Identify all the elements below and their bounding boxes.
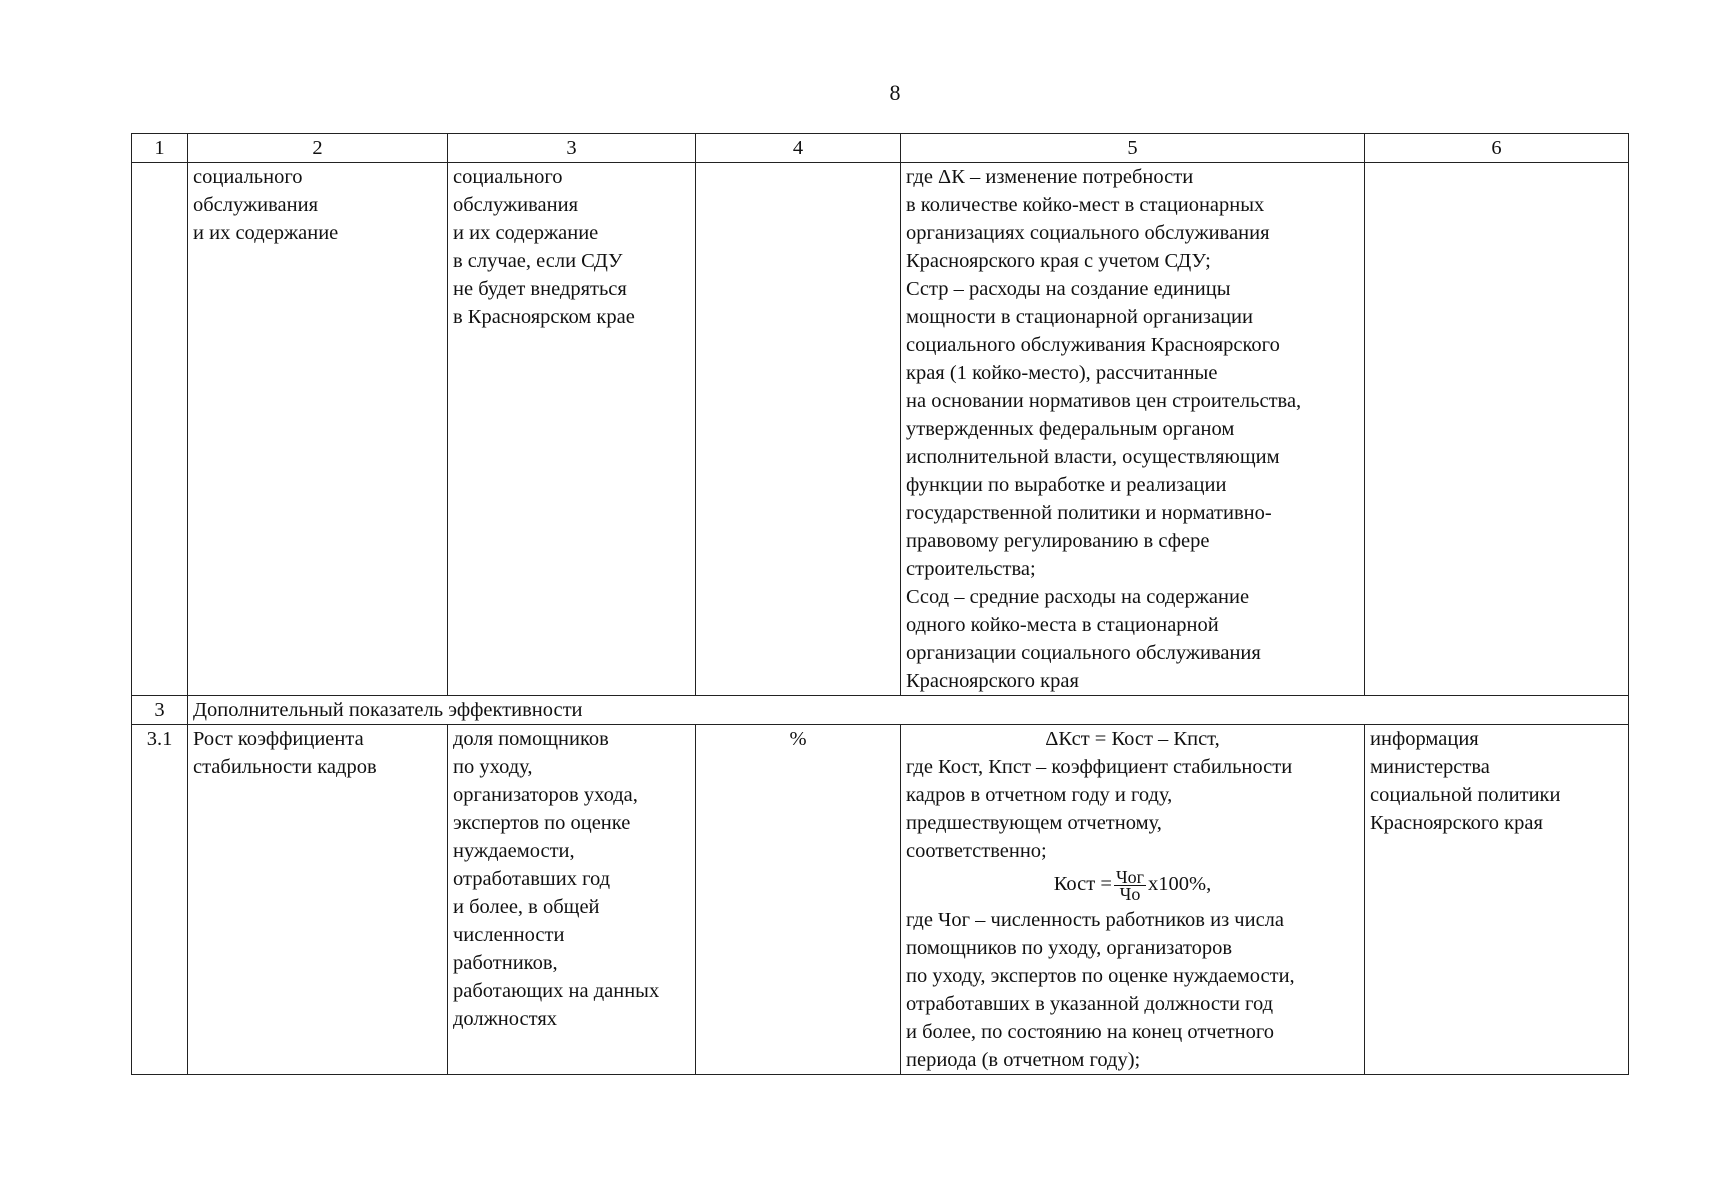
section-number: 3 [132,696,188,725]
row3-unit: % [696,725,901,1075]
row3-definition: доля помощников по уходу, организаторов ухода, экспертов по оценке нуждаемости, отработавших год и более, в общей численности работников, работающих на данных должностях [448,725,696,1075]
table-row [132,163,1629,696]
formula2-left: Кост = [1053,873,1112,896]
formula2-explanation: где Чог – численность работников из числа помощников по уходу, организаторов по уходу, экспертов по оценке нуждаемости, отработавших в указанной должности год и более, по состоянию на конец отчетного периода (в отчетном году); [906,909,1295,1071]
formula2-right: х100%, [1148,873,1212,896]
header-col-2: 2 [188,134,448,163]
table-header-row [132,134,1629,163]
formula2-denominator: Чо [1119,884,1141,904]
header-col-4: 4 [696,134,901,163]
row1-definition: социального обслуживания и их содержание в случае, если СДУ не будет внедряться в Красноярском крае [448,163,696,696]
row1-indicator-name: социального обслуживания и их содержание [188,163,448,696]
row3-calculation [901,725,1365,1075]
row1-calculation: где ΔК – изменение потребности в количестве койко-мест в стационарных организациях социального обслуживания Красноярского края с учетом СДУ; Сстр – расходы на создание единицы мощности в стационарной организации социального обслуживания Красноярского края (1 койко-место), рассчитанные на основании нормативов цен строительства, утвержденных федеральным органом исполнительной власти, осуществляющим функции по выработке и реализации государственной политики и нормативно- правовому регулированию в сфере строительства; Ссод – средние расходы на содержание одного койко-места в стационарной организации социального обслуживания Красноярского края [901,163,1365,696]
page-number: 8 [889,80,901,105]
formula-stability-coefficient [906,869,1359,902]
formula2-numerator: Чог [1115,867,1145,887]
table-row [132,725,1629,1075]
formula1-explanation: где Кост, Кпст – коэффициент стабильности кадров в отчетном году и году, предшествующем отчетному, соответственно; [906,756,1293,862]
row3-number: 3.1 [132,725,188,1075]
header-col-6: 6 [1365,134,1629,163]
row1-unit [696,163,901,696]
row3-indicator-name: Рост коэффициента стабильности кадров [188,725,448,1075]
header-col-3: 3 [448,134,696,163]
indicator-table [131,133,1629,1075]
section-title: Дополнительный показатель эффективности [188,696,1629,725]
formula-delta-coefficient: ΔКст = Кост – Кпст, [1045,728,1220,750]
row1-number [132,163,188,696]
table-section-row [132,696,1629,725]
header-col-1: 1 [132,134,188,163]
formula2-fraction [1114,869,1146,902]
row3-source: информация министерства социальной политики Красноярского края [1365,725,1629,1075]
header-col-5: 5 [901,134,1365,163]
row1-source [1365,163,1629,696]
